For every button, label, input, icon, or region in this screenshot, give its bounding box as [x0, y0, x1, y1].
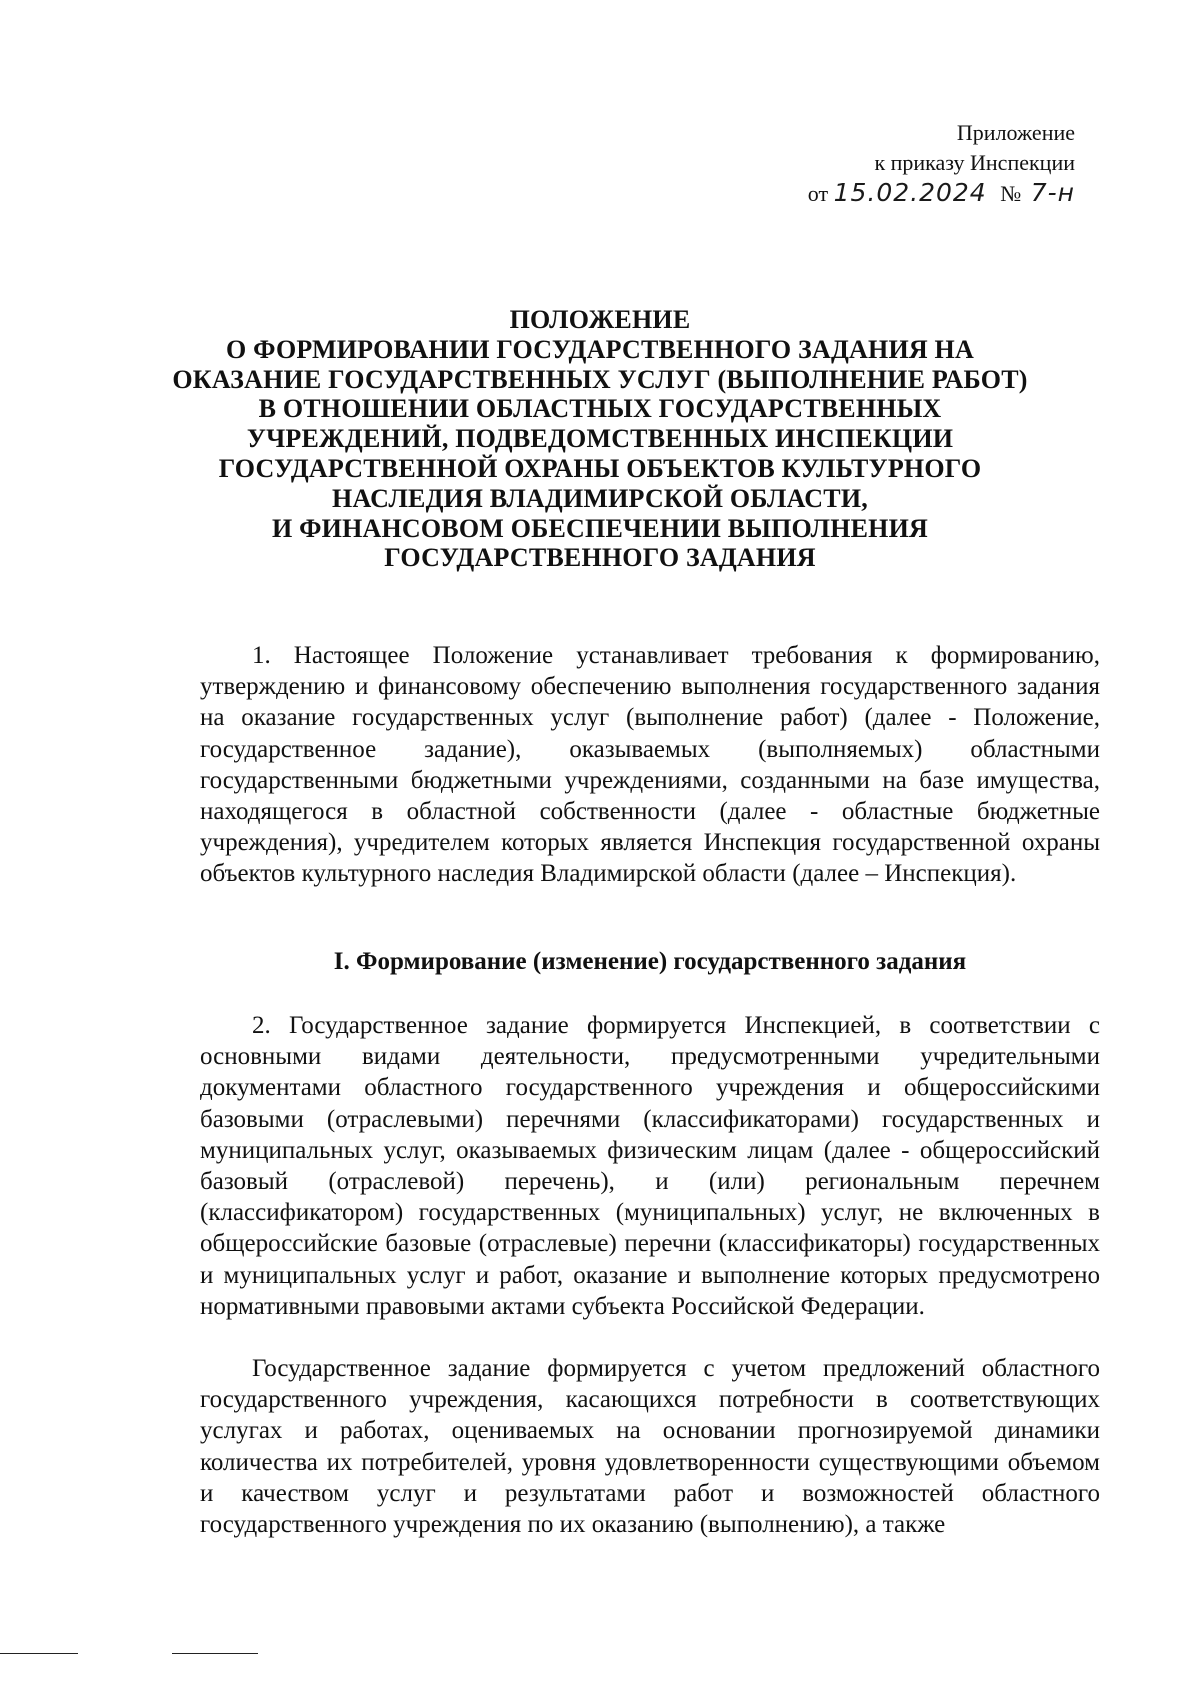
handwritten-date: 15.02.2024	[833, 178, 987, 207]
handwritten-number: 7-н	[1030, 178, 1075, 207]
footnote-separator-right	[172, 1653, 258, 1654]
title-line: УЧРЕЖДЕНИЙ, ПОДВЕДОМСТВЕННЫХ ИНСПЕКЦИИ	[246, 424, 954, 454]
date-prefix: от	[807, 181, 829, 206]
paragraph-3: Государственное задание формируется с учетом предложений областного государственного учреждения, касающихся потребности в соответствующих услугах и работах, оцениваемых на основании прогнозируемой динамики количества их потребителей, уровня удовлетворенности существующими объемом и качеством услуг и результатами работ и возможностей областного государственного учреждения по их оказанию (выполнению), а также	[200, 1355, 1100, 1539]
appendix-date-line	[808, 178, 1075, 209]
section-heading: I. Формирование (изменение) государственного задания	[333, 948, 967, 975]
title-line: В ОТНОШЕНИИ ОБЛАСТНЫХ ГОСУДАРСТВЕННЫХ	[258, 394, 942, 424]
paragraph-2: 2. Государственное задание формируется Инспекцией, в соответствии с основными видами деятельности, предусмотренными учредительными документами областного государственного учреждения и общероссийскими базовыми (отраслевыми) перечнями (классификаторами) государственных и муниципальных услуг, оказываемых физическим лицам (далее - общероссийский базовый (отраслевой) перечень), и (или) региональным перечнем (классификатором) государственных (муниципальных) услуг, не включенных в общероссийские базовые (отраслевые) перечни (классификаторы) государственных и муниципальных услуг и работ, оказание и выполнение которых предусмотрено нормативными правовыми актами субъекта Российской Федерации.	[200, 1012, 1100, 1320]
title-line: О ФОРМИРОВАНИИ ГОСУДАРСТВЕННОГО ЗАДАНИЯ НА	[226, 334, 974, 364]
footnote-separator-left	[0, 1653, 78, 1654]
title-line: ГОСУДАРСТВЕННОЙ ОХРАНЫ ОБЪЕКТОВ КУЛЬТУРНОГО	[218, 453, 982, 483]
title-line: ОКАЗАНИЕ ГОСУДАРСТВЕННЫХ УСЛУГ (ВЫПОЛНЕНИЕ РАБОТ)	[172, 364, 1028, 394]
number-sign: №	[1000, 181, 1022, 206]
paragraph-1: 1. Настоящее Положение устанавливает требования к формированию, утверждению и финансовому обеспечению выполнения государственного задания на оказание государственных услуг (выполнение работ) (далее - Положение, государственное задание), оказываемых (выполняемых) областными государственными бюджетными учреждениями, созданными на базе имущества, находящегося в областной собственности (далее - областные бюджетные учреждения), учредителем которых является Инспекция государственной охраны объектов культурного наследия Владимирской области (далее – Инспекция).	[200, 642, 1100, 888]
document-title	[160, 305, 1040, 573]
appendix-label: Приложение	[956, 120, 1075, 145]
title-line: ПОЛОЖЕНИЕ	[509, 305, 691, 334]
title-line: ГОСУДАРСТВЕННОГО ЗАДАНИЯ	[384, 543, 816, 573]
title-line: И ФИНАНСОВОМ ОБЕСПЕЧЕНИИ ВЫПОЛНЕНИЯ	[272, 513, 928, 543]
title-line: НАСЛЕДИЯ ВЛАДИМИРСКОЙ ОБЛАСТИ,	[332, 483, 868, 513]
appendix-order-ref: к приказу Инспекции	[874, 150, 1075, 175]
appendix-block	[808, 118, 1075, 209]
